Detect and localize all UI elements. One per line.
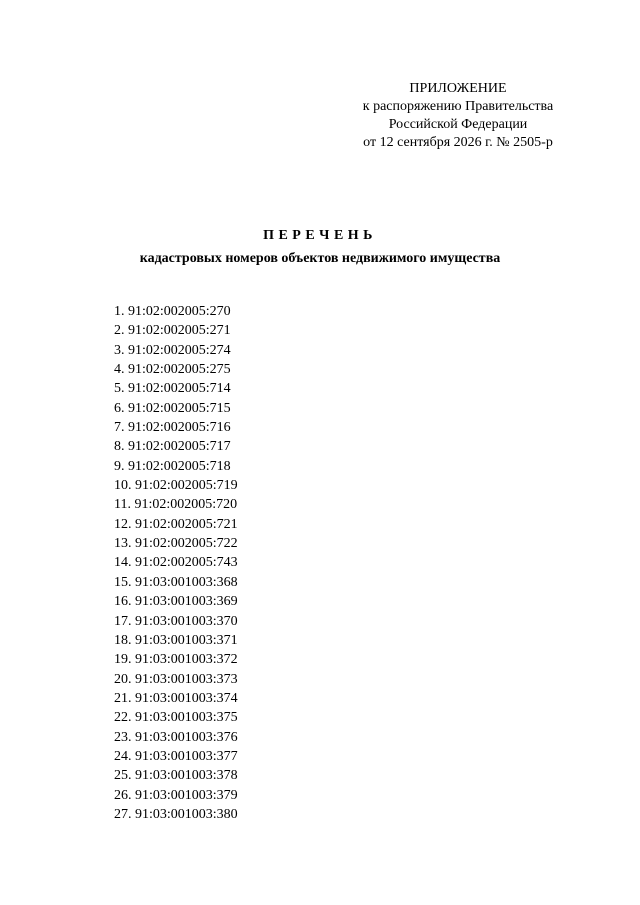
list-item: 20. 91:03:001003:373 <box>114 671 238 687</box>
list-item: 3. 91:02:002005:274 <box>114 342 231 358</box>
list-item: 14. 91:02:002005:743 <box>114 555 238 571</box>
list-item: 21. 91:03:001003:374 <box>114 690 238 706</box>
document-title: ПЕРЕЧЕНЬ <box>263 228 377 243</box>
list-item: 26. 91:03:001003:379 <box>114 787 238 803</box>
list-item: 15. 91:03:001003:368 <box>114 574 238 590</box>
list-item: 23. 91:03:001003:376 <box>114 729 238 745</box>
list-item: 27. 91:03:001003:380 <box>114 806 238 822</box>
list-item: 19. 91:03:001003:372 <box>114 652 238 668</box>
list-item: 2. 91:02:002005:271 <box>114 323 231 339</box>
list-item: 16. 91:03:001003:369 <box>114 594 238 610</box>
list-item: 10. 91:02:002005:719 <box>114 478 238 494</box>
list-item: 6. 91:02:002005:715 <box>114 400 231 416</box>
list-item: 13. 91:02:002005:722 <box>114 536 238 552</box>
list-item: 25. 91:03:001003:378 <box>114 768 238 784</box>
document-subtitle: кадастровых номеров объектов недвижимого имущества <box>139 251 501 266</box>
appendix-order-line: к распоряжению Правительства <box>362 99 554 114</box>
list-item: 1. 91:02:002005:270 <box>114 304 231 319</box>
list-item: 11. 91:02:002005:720 <box>114 497 238 513</box>
appendix-date-number: от 12 сентября 2026 г. № 2505-р <box>363 135 553 150</box>
list-item: 5. 91:02:002005:714 <box>114 381 231 397</box>
list-item: 18. 91:03:001003:371 <box>114 632 238 648</box>
appendix-government-line: Российской Федерации <box>388 117 528 132</box>
list-item: 22. 91:03:001003:375 <box>114 710 238 726</box>
list-item: 4. 91:02:002005:275 <box>114 362 231 378</box>
appendix-header <box>330 80 586 152</box>
list-item: 12. 91:02:002005:721 <box>114 516 238 532</box>
list-item: 7. 91:02:002005:716 <box>114 420 231 436</box>
list-item: 17. 91:03:001003:370 <box>114 613 238 629</box>
cadastral-number-list <box>114 302 238 824</box>
list-item: 24. 91:03:001003:377 <box>114 748 238 764</box>
list-item: 8. 91:02:002005:717 <box>114 439 231 455</box>
list-item: 9. 91:02:002005:718 <box>114 458 231 474</box>
appendix-label: ПРИЛОЖЕНИЕ <box>409 81 507 96</box>
